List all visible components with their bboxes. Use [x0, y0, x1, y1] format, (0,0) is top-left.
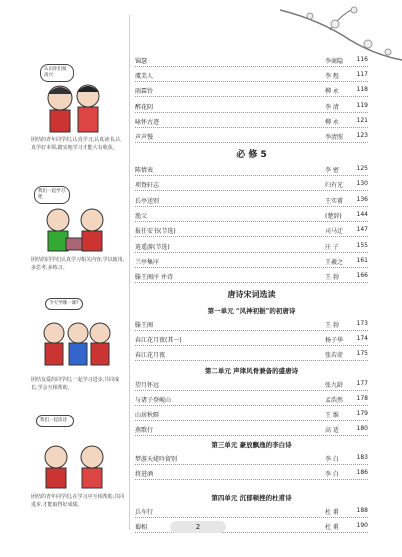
column-divider [129, 15, 130, 530]
toc-title: 兰亭集序 [135, 258, 160, 266]
toc-row[interactable] [135, 407, 368, 421]
toc-row[interactable] [135, 269, 368, 283]
toc-author: 柳 永 [325, 118, 339, 126]
toc-page: 180 [356, 425, 368, 432]
toc-page: 178 [356, 395, 368, 402]
toc-title: 山居秋暝 [135, 412, 160, 419]
toc-author: 归有光 [325, 182, 344, 190]
dotted-line [135, 252, 368, 253]
toc-row[interactable] [135, 451, 368, 465]
toc-title: 渔父 [135, 212, 148, 220]
toc-row[interactable] [135, 99, 368, 113]
dotted-line [135, 517, 368, 518]
toc-title: 声声慢 [135, 134, 154, 141]
toc-author: 李 白 [325, 456, 339, 463]
dotted-line [135, 464, 368, 465]
toc-row[interactable] [135, 53, 368, 67]
toc-page: 123 [356, 132, 368, 139]
caption-2: 团结的同学们认真学习相关内容,学以致用,多思考,多练习。 [31, 257, 125, 271]
toc-title: 兵车行 [135, 509, 154, 516]
dotted-line [135, 66, 368, 67]
toc-title: 蜀相 [135, 524, 148, 531]
toc-author: 张若虚 [325, 352, 344, 359]
toc-author: 张九龄 [325, 382, 344, 389]
dotted-line [135, 282, 368, 283]
dotted-line [135, 267, 368, 268]
toc-row[interactable] [135, 317, 368, 331]
speech-bubble-1: 认识你们很高兴 [40, 64, 74, 82]
toc-page: 188 [356, 507, 368, 514]
toc-author: 王实甫 [325, 197, 344, 205]
toc-author: (楚辞) [325, 212, 342, 220]
toc-title: 项脊轩志 [135, 182, 160, 190]
toc-title: 长亭送别 [135, 197, 160, 205]
toc-title: 滕王阁 [135, 322, 154, 329]
toc-title: 春江花月夜(其一) [135, 337, 182, 344]
toc-row[interactable] [135, 254, 368, 268]
toc-page: 119 [356, 101, 368, 109]
toc-title: 将进酒 [135, 471, 154, 478]
toc-page: 186 [356, 469, 368, 476]
toc-author: 孟浩然 [325, 397, 344, 404]
dotted-line [135, 81, 368, 82]
toc-author: 王 勃 [325, 274, 339, 282]
dotted-line [135, 330, 368, 331]
dotted-line [135, 345, 368, 346]
toc-title: 梦游天姥吟留别 [135, 456, 178, 463]
toc-title: 虞美人 [135, 73, 154, 81]
unit-heading: 第二单元 声律风骨兼备的盛唐诗 [204, 367, 299, 375]
toc-author: 李清照 [325, 134, 344, 141]
toc-title: 陈情表 [135, 167, 154, 174]
caption-1: 团结的青年同学们,认真学习,认真读书,认真学好本领,踏实地学习才能大有收获。 [31, 137, 121, 151]
unit-heading: 第三单元 豪放飘逸的李白诗 [211, 441, 292, 449]
dotted-line [135, 206, 368, 207]
dotted-line [135, 405, 368, 406]
toc-author: 李商隐 [325, 58, 344, 65]
toc-row[interactable] [135, 193, 368, 207]
dotted-line [135, 142, 368, 143]
toc-title: 逍遥游(节选) [135, 243, 170, 251]
dotted-line [135, 390, 368, 391]
toc-page: 130 [356, 180, 368, 188]
toc-page: 144 [356, 210, 368, 218]
unit-heading: 第一单元 “风神初振”的初唐诗 [207, 307, 296, 315]
toc-row[interactable] [135, 347, 368, 361]
toc-row[interactable] [135, 392, 368, 406]
toc-title: 醉花阴 [135, 103, 154, 111]
toc-page: 155 [356, 241, 368, 249]
toc-author: 杜 甫 [325, 524, 339, 531]
toc-title: 报任安书(节选) [135, 228, 176, 236]
dotted-line [135, 420, 368, 421]
toc-page: 179 [356, 410, 368, 417]
toc-row[interactable] [135, 68, 368, 82]
toc-page: 125 [356, 165, 368, 172]
toc-page: 161 [356, 256, 368, 264]
toc-title: 锦瑟 [135, 58, 148, 65]
dotted-line [135, 435, 368, 436]
toc-title: 雨霖铃 [135, 88, 154, 96]
section-heading-tang-song: 唐诗宋词选读 [227, 290, 276, 299]
toc-row[interactable] [135, 422, 368, 436]
dotted-line [135, 96, 368, 97]
toc-author: 李 白 [325, 471, 339, 478]
toc-page: 147 [356, 226, 368, 234]
toc-row[interactable] [135, 466, 368, 480]
toc-author: 高 适 [325, 427, 339, 434]
toc-title: 滕王阁序 并诗 [135, 274, 173, 282]
toc-row[interactable] [135, 223, 368, 237]
dotted-line [135, 175, 368, 176]
left-illustration-column [0, 0, 130, 557]
toc-page: 136 [356, 195, 368, 203]
toc-author: 李 煜 [325, 73, 339, 81]
toc-row[interactable] [135, 332, 368, 346]
toc-row[interactable] [135, 83, 368, 97]
toc-page: 121 [356, 116, 368, 124]
toc-title: 燕歌行 [135, 427, 154, 434]
dotted-line [135, 360, 368, 361]
toc-title: 咏怀古迹 [135, 118, 160, 126]
unit-heading: 第四单元 沉郁顿挫的杜甫诗 [211, 494, 292, 502]
dotted-line [135, 112, 368, 113]
toc-page: 118 [356, 86, 368, 94]
speech-bubble-4: 我们一起读诗 [36, 415, 74, 427]
toc-row[interactable] [135, 377, 368, 391]
dotted-line [135, 479, 368, 480]
toc-title: 春江花月夜 [135, 352, 166, 359]
toc-author: 王羲之 [325, 258, 344, 266]
page-number: 2 [170, 521, 226, 533]
toc-title: 与诸子登岘山 [135, 397, 172, 404]
toc-row[interactable] [135, 504, 368, 518]
toc-page: 177 [356, 380, 368, 387]
speech-bubble-2: 我们一起学习吧 [34, 186, 70, 204]
toc-page: 190 [356, 522, 368, 529]
toc-row[interactable] [135, 208, 368, 222]
toc-page: 166 [356, 272, 368, 280]
toc-row[interactable] [135, 239, 368, 253]
caption-4: 团结的青年同学们,在学习中互相帮助,共同进步,才能取得好成绩。 [31, 494, 125, 508]
toc-author: 王 维 [325, 412, 339, 419]
dotted-line [135, 190, 368, 191]
toc-author: 庄 子 [325, 243, 339, 251]
toc-page: 175 [356, 350, 368, 357]
dotted-line [135, 127, 368, 128]
toc-author: 李 密 [325, 167, 339, 174]
section-heading: 必 修 5 [236, 150, 267, 160]
toc-row[interactable] [135, 162, 368, 176]
toc-page: 117 [356, 71, 368, 79]
toc-title: 望月怀远 [135, 382, 160, 389]
toc-row[interactable] [135, 114, 368, 128]
dotted-line [135, 532, 368, 533]
toc-row[interactable] [135, 129, 368, 143]
toc-page: 183 [356, 454, 368, 461]
toc-author: 王 勃 [325, 322, 339, 329]
caption-3: 团结友爱的同学们,一起学习进步,共同成长,学会互相帮助。 [31, 377, 120, 391]
dotted-line [135, 236, 368, 237]
toc-page: 116 [356, 56, 368, 63]
speech-bubble-3: 今天学哪一课? [45, 298, 83, 310]
toc-author: 司马迁 [325, 228, 344, 236]
toc-author: 李 清 [325, 103, 339, 111]
toc-author: 杨子华 [325, 337, 344, 344]
toc-page: 174 [356, 335, 368, 342]
toc-author: 杜 甫 [325, 509, 339, 516]
toc-page: 173 [356, 320, 368, 327]
dotted-line [135, 221, 368, 222]
toc-author: 柳 永 [325, 88, 339, 96]
toc-row[interactable] [135, 177, 368, 191]
